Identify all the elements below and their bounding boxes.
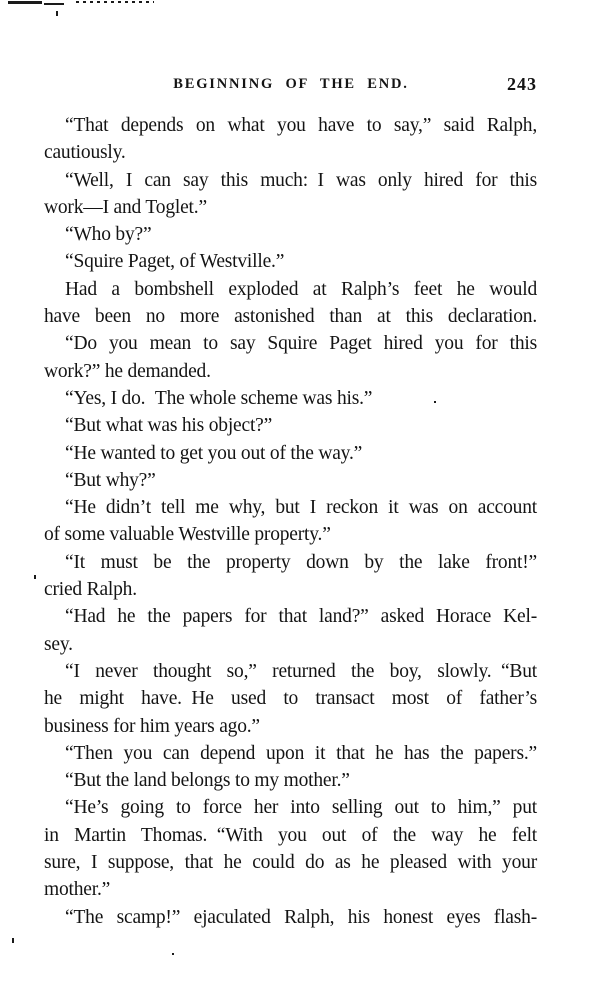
text-line: “But the land belongs to my mother.” — [65, 770, 350, 792]
text-line: sure, I suppose, that he could do as he pleased with your — [44, 852, 537, 874]
running-title: BEGINNING OF THE END. — [173, 76, 409, 92]
text-line: “That depends on what you have to say,” said Ralph, — [65, 115, 537, 136]
text-line: “The scamp!” ejaculated Ralph, his honest eyes flash- — [65, 906, 537, 928]
scan-artifact — [12, 938, 14, 943]
scan-artifact — [44, 3, 64, 5]
text-line: “He’s going to force her into selling out to him,” put — [65, 797, 537, 819]
text-line: mother.” — [44, 879, 111, 901]
text-line: business for him years ago.” — [44, 715, 260, 737]
text-line: “Yes, I do. The whole scheme was his.” — [65, 387, 373, 409]
page-number: 243 — [507, 74, 537, 94]
text-line: work—I and Toglet.” — [44, 196, 207, 218]
text-line: “He wanted to get you out of the way.” — [65, 442, 363, 464]
text-line: “It must be the property down by the lake front!” — [65, 551, 537, 573]
text-line: sey. — [44, 633, 73, 655]
text-line: “Who by?” — [65, 224, 152, 246]
text-block — [44, 112, 537, 931]
scan-artifact — [8, 1, 42, 4]
text-line: cautiously. — [44, 142, 126, 164]
text-line: “But what was his object?” — [65, 415, 273, 437]
text-line: “But why?” — [65, 469, 156, 491]
text-line: he might have. He used to transact most of father’s — [44, 688, 537, 710]
text-line: “Do you mean to say Squire Paget hired you for this — [65, 333, 537, 355]
text-line: work?” he demanded. — [44, 360, 211, 382]
page-header — [45, 74, 537, 96]
scan-artifact — [76, 1, 154, 3]
scan-artifact — [56, 11, 58, 16]
scan-artifact — [172, 953, 174, 955]
text-line: “I never thought so,” returned the boy, slowly. “But — [65, 660, 537, 682]
text-line: “Squire Paget, of Westville.” — [65, 251, 285, 273]
text-line: of some valuable Westville property.” — [44, 524, 331, 546]
text-line: cried Ralph. — [44, 579, 137, 601]
text-line: “Then you can depend upon it that he has the papers.” — [65, 742, 537, 764]
scan-artifact — [34, 575, 36, 579]
text-line: Had a bombshell exploded at Ralph’s feet he would — [65, 278, 537, 300]
text-line: “Had he the papers for that land?” asked Horace Kel- — [65, 606, 537, 628]
text-line: have been no more astonished than at this declaration. — [44, 306, 537, 328]
text-line: “He didn’t tell me why, but I reckon it was on account — [65, 497, 537, 519]
text-line: in Martin Thomas. “With you out of the way he felt — [44, 824, 537, 846]
text-line: “Well, I can say this much: I was only hired for this — [65, 169, 537, 191]
